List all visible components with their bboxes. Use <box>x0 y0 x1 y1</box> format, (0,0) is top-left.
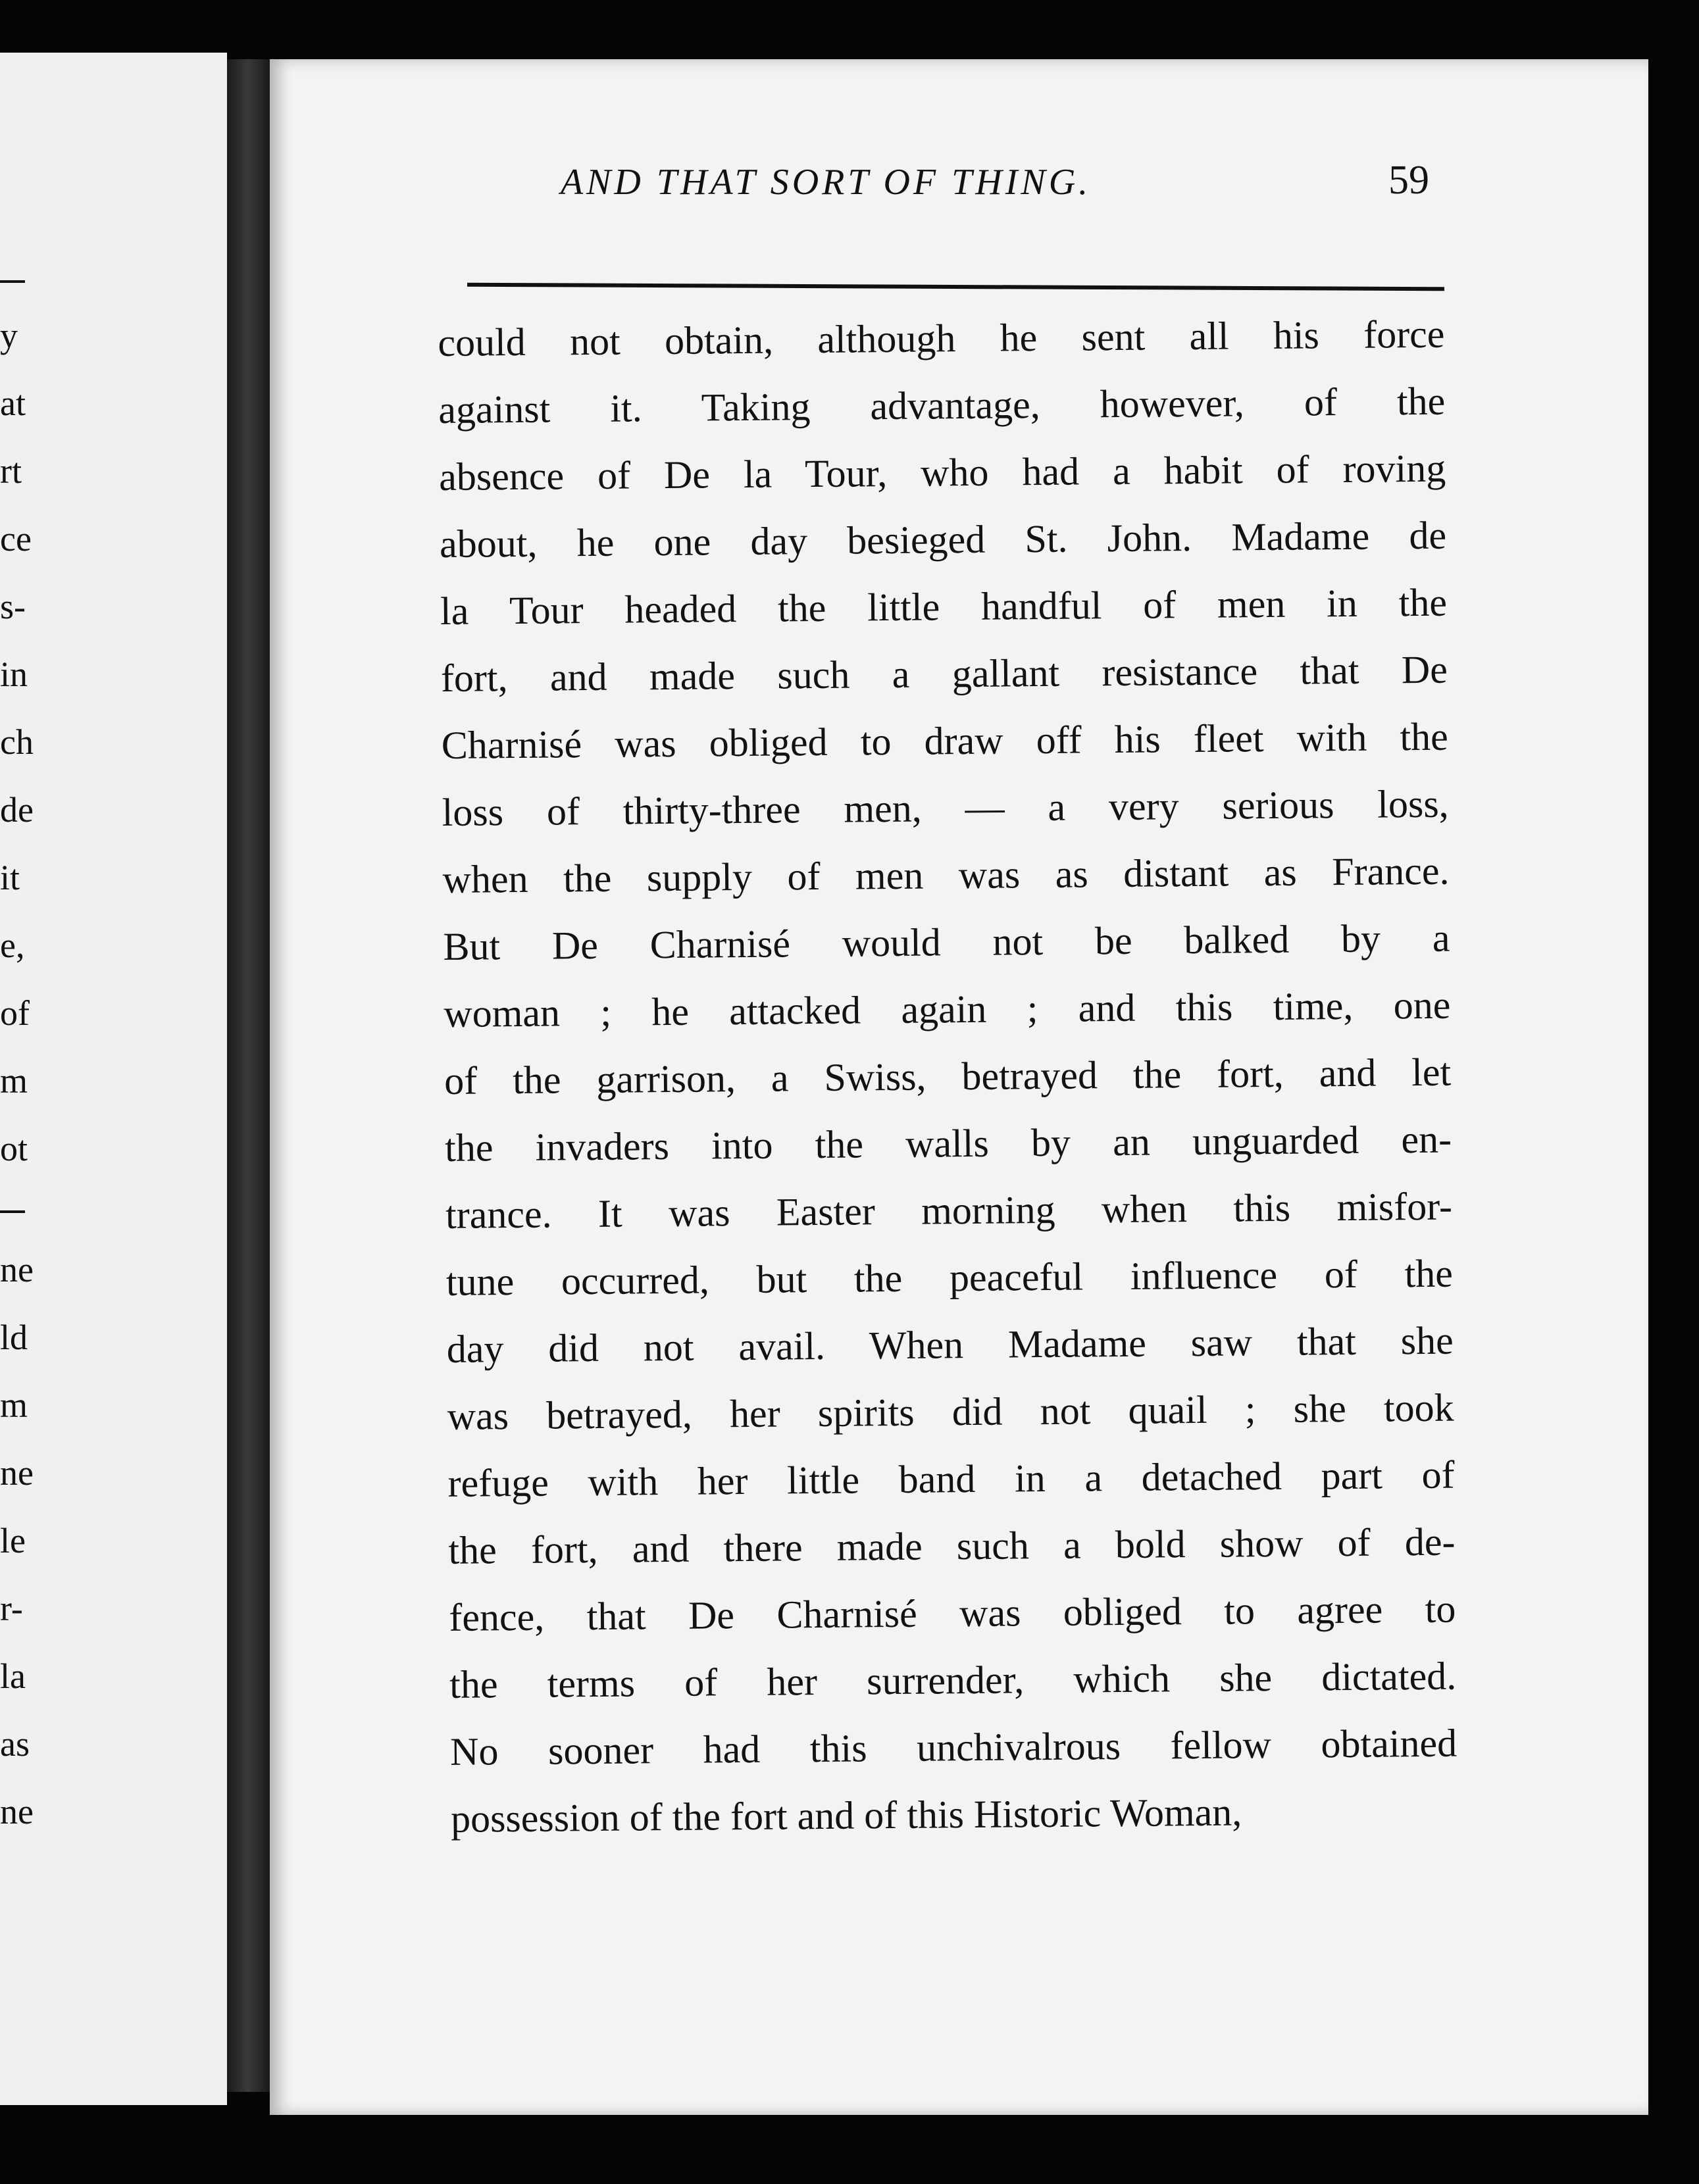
text-line: the fort, and there made such a bold show of de- <box>448 1520 1456 1572</box>
text-line: la Tour headed the little handful of men in the <box>440 580 1448 633</box>
running-title: AND THAT SORT OF THING. <box>560 162 1092 203</box>
left-page-fragment: of <box>0 993 30 1033</box>
text-line: about, he one day besieged St. John. Madame de <box>439 513 1447 566</box>
left-page-fragment: ot <box>0 1129 28 1168</box>
left-page-fragment: as <box>0 1724 30 1764</box>
left-page-fragment: at <box>0 384 26 423</box>
left-page-fragment: la <box>0 1656 26 1696</box>
left-page-fragment: rt <box>0 451 22 491</box>
left-page-fragment: m <box>0 1061 28 1101</box>
text-line: Charnisé was obliged to draw off his fleet with the <box>441 714 1449 767</box>
text-line: was betrayed, her spirits did not quail ; she took <box>447 1385 1454 1438</box>
left-page-fragment: le <box>0 1521 26 1560</box>
text-line: tune occurred, but the peaceful influence of the <box>445 1251 1454 1304</box>
left-page-fragment: e, <box>0 926 25 965</box>
left-page-rule-bottom <box>0 1210 25 1213</box>
left-page-fragment: it <box>0 858 20 897</box>
text-line: when the supply of men was as distant as France. <box>442 849 1450 901</box>
left-page-edge <box>0 53 227 2105</box>
left-page-fragment: ce <box>0 519 32 558</box>
text-line: day did not avail. When Madame saw that she <box>446 1318 1454 1371</box>
text-line: of the garrison, a Swiss, betrayed the fort, and let <box>444 1050 1452 1103</box>
text-line: the terms of her surrender, which she dictated. <box>449 1654 1457 1706</box>
left-page-rule-top <box>0 280 25 283</box>
text-line: the invaders into the walls by an unguarded en- <box>444 1117 1452 1170</box>
text-line: refuge with her little band in a detached part of <box>447 1452 1455 1505</box>
left-page-fragment: ne <box>0 1453 34 1493</box>
left-page-fragment: in <box>0 655 28 694</box>
text-line: loss of thirty-three men, — a very serious loss, <box>442 782 1449 834</box>
text-line: No sooner had this unchivalrous fellow obtained <box>449 1721 1458 1774</box>
left-page-fragment: m <box>0 1385 28 1425</box>
running-head <box>388 158 1441 214</box>
left-page-fragment: ne <box>0 1792 34 1831</box>
text-line: possession of the fort and of this Historic Woman, <box>450 1790 1242 1841</box>
left-page-fragment: ne <box>0 1250 34 1289</box>
body-text <box>438 301 1458 1852</box>
text-line: absence of De la Tour, who had a habit of roving <box>438 446 1446 499</box>
left-page-fragment: de <box>0 790 34 830</box>
text-line: fence, that De Charnisé was obliged to agree to <box>449 1587 1456 1639</box>
left-page-fragment: ch <box>0 722 34 762</box>
left-page-fragment: r- <box>0 1589 23 1628</box>
book-gutter <box>227 59 273 2092</box>
left-page-fragment: s- <box>0 587 26 626</box>
text-line: against it. Taking advantage, however, of the <box>438 379 1446 432</box>
left-page-fragment: ld <box>0 1318 28 1357</box>
text-line: trance. It was Easter morning when this misfor- <box>445 1184 1453 1237</box>
text-line: woman ; he attacked again ; and this time, one <box>444 983 1451 1035</box>
left-page-fragment: y <box>0 316 18 355</box>
text-line: fort, and made such a gallant resistance that De <box>440 647 1448 700</box>
page-number: 59 <box>1388 158 1429 203</box>
text-line: But De Charnisé would not be balked by a <box>443 916 1450 968</box>
text-line: could not obtain, although he sent all his force <box>438 312 1445 364</box>
